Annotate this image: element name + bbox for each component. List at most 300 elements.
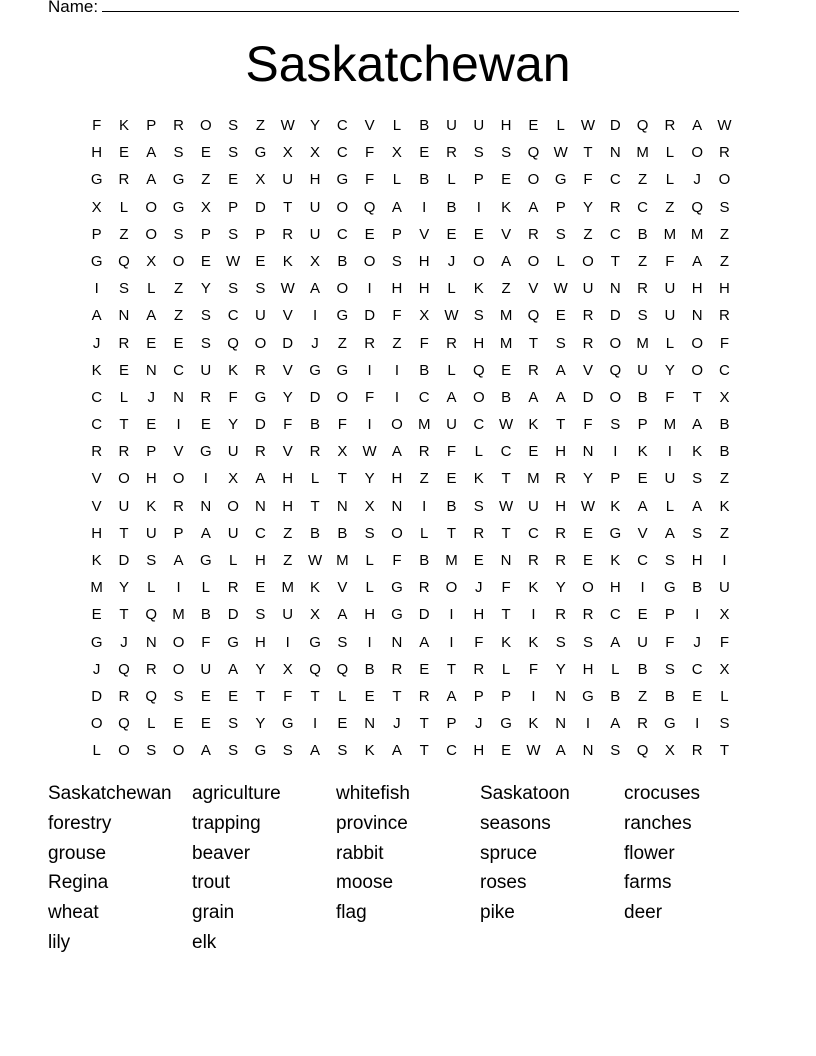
grid-letter[interactable]: K	[364, 742, 375, 760]
grid-letter[interactable]: F	[474, 633, 484, 651]
grid-letter[interactable]: A	[173, 552, 184, 569]
grid-letter[interactable]: C	[609, 171, 621, 189]
grid-letter[interactable]: A	[555, 742, 566, 760]
grid-letter[interactable]: S	[555, 334, 566, 352]
grid-letter[interactable]: S	[692, 524, 703, 542]
grid-letter[interactable]: P	[91, 225, 102, 243]
grid-letter[interactable]: R	[637, 280, 648, 298]
grid-letter[interactable]: N	[582, 742, 594, 760]
grid-letter[interactable]: E	[501, 171, 512, 189]
grid-letter[interactable]: H	[309, 171, 321, 189]
grid-letter[interactable]: U	[664, 470, 676, 488]
grid-letter[interactable]: T	[556, 416, 566, 434]
grid-letter[interactable]: W	[499, 416, 514, 434]
grid-letter[interactable]: W	[580, 497, 596, 515]
grid-letter[interactable]: M	[663, 225, 677, 243]
grid-letter[interactable]: X	[310, 606, 321, 624]
grid-letter[interactable]: R	[118, 443, 130, 461]
grid-letter[interactable]: O	[445, 579, 458, 597]
grid-letter[interactable]: N	[582, 443, 594, 461]
grid-letter[interactable]: E	[364, 687, 375, 705]
grid-letter[interactable]: S	[473, 144, 484, 162]
grid-letter[interactable]: T	[446, 660, 457, 678]
grid-letter[interactable]: X	[664, 742, 675, 760]
grid-letter[interactable]: H	[691, 552, 703, 569]
grid-letter[interactable]: E	[555, 307, 566, 325]
grid-letter[interactable]: Z	[665, 198, 675, 216]
grid-letter[interactable]: R	[719, 307, 730, 325]
grid-letter[interactable]: U	[527, 497, 539, 515]
grid-letter[interactable]: A	[555, 361, 566, 379]
grid-letter[interactable]: B	[419, 552, 430, 569]
grid-letter[interactable]: X	[310, 144, 321, 162]
grid-letter[interactable]: L	[392, 117, 402, 134]
grid-letter[interactable]: O	[172, 633, 185, 651]
grid-letter[interactable]: I	[722, 552, 727, 569]
grid-letter[interactable]: L	[474, 443, 483, 461]
grid-letter[interactable]: S	[555, 225, 566, 243]
grid-letter[interactable]: Q	[227, 334, 239, 352]
grid-letter[interactable]: E	[637, 606, 648, 624]
grid-letter[interactable]: R	[91, 443, 103, 461]
grid-letter[interactable]: R	[637, 715, 648, 733]
grid-letter[interactable]: C	[91, 388, 103, 406]
grid-letter[interactable]: J	[92, 660, 101, 678]
grid-letter[interactable]: W	[226, 252, 241, 270]
grid-letter[interactable]: N	[391, 633, 403, 651]
grid-letter[interactable]: Y	[228, 416, 239, 434]
grid-letter[interactable]: N	[364, 715, 376, 733]
grid-letter[interactable]: R	[364, 334, 376, 352]
grid-letter[interactable]: D	[282, 334, 294, 352]
grid-letter[interactable]: K	[91, 361, 102, 379]
grid-letter[interactable]: K	[501, 633, 512, 651]
grid-letter[interactable]: G	[391, 579, 403, 597]
grid-letter[interactable]: A	[91, 307, 102, 325]
grid-letter[interactable]: I	[176, 579, 181, 597]
grid-letter[interactable]: H	[391, 280, 403, 298]
grid-letter[interactable]: G	[309, 633, 321, 651]
grid-letter[interactable]: Q	[118, 252, 130, 270]
grid-letter[interactable]: Q	[636, 742, 649, 760]
grid-letter[interactable]: R	[582, 606, 594, 624]
grid-letter[interactable]: C	[336, 225, 348, 243]
grid-letter[interactable]: Q	[472, 361, 485, 379]
grid-letter[interactable]: H	[255, 633, 266, 651]
grid-letter[interactable]: R	[691, 742, 703, 760]
grid-letter[interactable]: Q	[118, 660, 130, 678]
grid-letter[interactable]: K	[692, 443, 703, 461]
grid-letter[interactable]: E	[364, 225, 375, 243]
grid-letter[interactable]: K	[473, 470, 484, 488]
grid-letter[interactable]: P	[664, 606, 675, 624]
grid-letter[interactable]: J	[693, 171, 701, 189]
grid-letter[interactable]: L	[119, 388, 129, 406]
grid-letter[interactable]: E	[200, 416, 211, 434]
grid-letter[interactable]: C	[446, 742, 457, 760]
grid-letter[interactable]: U	[637, 633, 648, 651]
grid-letter[interactable]: C	[336, 117, 348, 134]
grid-letter[interactable]: Q	[691, 198, 704, 216]
grid-letter[interactable]: G	[500, 715, 512, 733]
grid-letter[interactable]: G	[90, 252, 103, 270]
grid-letter[interactable]: D	[91, 687, 103, 705]
grid-letter[interactable]: T	[392, 687, 402, 705]
grid-letter[interactable]: O	[391, 524, 403, 542]
grid-letter[interactable]: V	[364, 117, 375, 134]
grid-letter[interactable]: L	[201, 579, 210, 597]
grid-letter[interactable]: X	[364, 497, 375, 515]
grid-letter[interactable]: G	[90, 633, 103, 651]
grid-letter[interactable]: A	[501, 252, 512, 270]
grid-letter[interactable]: R	[391, 660, 403, 678]
grid-letter[interactable]: M	[281, 579, 294, 597]
grid-letter[interactable]: D	[582, 388, 594, 406]
grid-letter[interactable]: Q	[527, 144, 540, 162]
grid-letter[interactable]: L	[611, 660, 620, 678]
grid-letter[interactable]: R	[664, 117, 676, 134]
grid-letter[interactable]: Y	[118, 579, 129, 597]
grid-letter[interactable]: K	[91, 552, 102, 569]
grid-letter[interactable]: X	[719, 606, 730, 624]
grid-letter[interactable]: R	[473, 660, 485, 678]
grid-letter[interactable]: R	[555, 470, 567, 488]
grid-letter[interactable]: I	[367, 361, 372, 379]
grid-letter[interactable]: F	[583, 171, 593, 189]
grid-letter[interactable]: S	[228, 715, 239, 733]
grid-letter[interactable]: F	[719, 633, 730, 651]
grid-letter[interactable]: C	[609, 606, 621, 624]
grid-letter[interactable]: T	[583, 144, 593, 162]
grid-letter[interactable]: G	[336, 171, 349, 189]
grid-letter[interactable]: S	[610, 416, 621, 434]
grid-letter[interactable]: B	[637, 388, 648, 406]
grid-letter[interactable]: E	[118, 361, 129, 379]
grid-letter[interactable]: G	[254, 742, 267, 760]
grid-letter[interactable]: M	[336, 552, 349, 569]
grid-letter[interactable]: J	[147, 388, 155, 406]
grid-letter[interactable]: P	[146, 117, 157, 134]
grid-letter[interactable]: L	[228, 552, 238, 569]
grid-letter[interactable]: X	[146, 252, 157, 270]
grid-letter[interactable]: M	[499, 334, 513, 352]
grid-letter[interactable]: P	[146, 443, 157, 461]
grid-letter[interactable]: K	[310, 579, 321, 597]
grid-letter[interactable]: X	[391, 144, 402, 162]
grid-letter[interactable]: T	[419, 742, 429, 760]
grid-letter[interactable]: E	[582, 524, 593, 542]
grid-letter[interactable]: O	[172, 470, 185, 488]
grid-letter[interactable]: F	[501, 579, 511, 597]
grid-letter[interactable]: E	[528, 117, 539, 134]
grid-letter[interactable]: W	[499, 497, 514, 515]
grid-letter[interactable]: H	[282, 470, 294, 488]
grid-letter[interactable]: I	[367, 280, 372, 298]
grid-letter[interactable]: T	[719, 742, 730, 760]
grid-letter[interactable]: C	[91, 416, 103, 434]
grid-letter[interactable]: Y	[282, 388, 293, 406]
grid-letter[interactable]: P	[200, 225, 211, 243]
grid-letter[interactable]: U	[282, 606, 294, 624]
grid-letter[interactable]: L	[392, 171, 402, 189]
grid-letter[interactable]: V	[282, 307, 293, 325]
grid-letter[interactable]: R	[555, 606, 567, 624]
grid-letter[interactable]: Q	[363, 198, 376, 216]
grid-letter[interactable]: Z	[638, 171, 648, 189]
grid-letter[interactable]: R	[719, 144, 730, 162]
grid-letter[interactable]: S	[228, 144, 239, 162]
grid-letter[interactable]: U	[473, 117, 485, 134]
grid-letter[interactable]: X	[419, 307, 430, 325]
grid-letter[interactable]: R	[473, 524, 485, 542]
grid-letter[interactable]: L	[447, 280, 456, 298]
grid-letter[interactable]: F	[665, 252, 675, 270]
grid-letter[interactable]: V	[282, 361, 293, 379]
grid-letter[interactable]: S	[337, 742, 348, 760]
grid-letter[interactable]: G	[336, 361, 349, 379]
grid-letter[interactable]: O	[118, 742, 130, 760]
grid-letter[interactable]: Z	[719, 225, 730, 243]
grid-letter[interactable]: Y	[200, 280, 211, 298]
grid-letter[interactable]: A	[391, 443, 402, 461]
grid-letter[interactable]: E	[473, 552, 484, 569]
grid-letter[interactable]: I	[203, 470, 208, 488]
grid-letter[interactable]: Z	[255, 117, 266, 134]
grid-letter[interactable]: B	[200, 606, 211, 624]
grid-letter[interactable]: B	[419, 171, 430, 189]
grid-letter[interactable]: O	[582, 579, 594, 597]
grid-letter[interactable]: B	[310, 416, 321, 434]
grid-letter[interactable]: S	[255, 280, 266, 298]
grid-letter[interactable]: A	[692, 497, 703, 515]
grid-letter[interactable]: R	[255, 443, 266, 461]
grid-letter[interactable]: E	[200, 144, 211, 162]
grid-letter[interactable]: R	[446, 334, 457, 352]
grid-letter[interactable]: G	[172, 171, 185, 189]
grid-letter[interactable]: U	[719, 579, 730, 597]
grid-letter[interactable]: I	[695, 715, 700, 733]
grid-letter[interactable]: H	[282, 497, 294, 515]
grid-letter[interactable]: I	[312, 715, 318, 733]
grid-letter[interactable]: P	[228, 198, 239, 216]
grid-letter[interactable]: K	[501, 198, 512, 216]
grid-letter[interactable]: S	[173, 225, 184, 243]
grid-letter[interactable]: Z	[173, 280, 184, 298]
grid-letter[interactable]: B	[719, 443, 730, 461]
grid-letter[interactable]: J	[447, 252, 456, 270]
grid-letter[interactable]: W	[717, 117, 732, 134]
grid-letter[interactable]: Q	[118, 715, 130, 733]
grid-letter[interactable]: S	[637, 307, 648, 325]
grid-letter[interactable]: L	[665, 144, 675, 162]
grid-letter[interactable]: E	[91, 606, 102, 624]
grid-letter[interactable]: A	[228, 660, 239, 678]
grid-letter[interactable]: F	[337, 416, 347, 434]
grid-letter[interactable]: X	[337, 443, 348, 461]
grid-letter[interactable]: L	[420, 524, 429, 542]
grid-letter[interactable]: V	[337, 579, 348, 597]
grid-letter[interactable]: Y	[555, 579, 566, 597]
grid-letter[interactable]: U	[446, 416, 457, 434]
grid-letter[interactable]: K	[228, 361, 239, 379]
grid-letter[interactable]: Q	[145, 606, 158, 624]
grid-letter[interactable]: N	[255, 497, 266, 515]
grid-letter[interactable]: R	[446, 144, 457, 162]
grid-letter[interactable]: G	[254, 388, 267, 406]
grid-letter[interactable]: A	[555, 388, 566, 406]
grid-letter[interactable]: E	[228, 687, 239, 705]
grid-letter[interactable]: L	[119, 198, 129, 216]
grid-letter[interactable]: G	[664, 579, 676, 597]
grid-letter[interactable]: D	[118, 552, 130, 569]
grid-letter[interactable]: U	[309, 198, 321, 216]
grid-letter[interactable]: F	[201, 633, 211, 651]
grid-letter[interactable]: E	[173, 715, 184, 733]
grid-letter[interactable]: T	[692, 388, 702, 406]
grid-letter[interactable]: P	[473, 171, 484, 189]
grid-letter[interactable]: T	[501, 606, 511, 624]
grid-letter[interactable]: G	[664, 715, 676, 733]
grid-letter[interactable]: E	[582, 552, 593, 569]
grid-letter[interactable]: S	[473, 497, 484, 515]
grid-letter[interactable]: Z	[501, 280, 511, 298]
grid-letter[interactable]: C	[418, 388, 430, 406]
grid-letter[interactable]: O	[582, 252, 594, 270]
grid-letter[interactable]: S	[473, 307, 484, 325]
grid-letter[interactable]: R	[609, 198, 621, 216]
grid-letter[interactable]: C	[637, 198, 648, 216]
grid-letter[interactable]: L	[147, 715, 156, 733]
grid-letter[interactable]: O	[609, 334, 622, 352]
grid-letter[interactable]: T	[119, 524, 129, 542]
grid-letter[interactable]: K	[473, 280, 484, 298]
grid-letter[interactable]: S	[173, 144, 184, 162]
grid-letter[interactable]: P	[391, 225, 402, 243]
grid-letter[interactable]: B	[610, 687, 621, 705]
grid-letter[interactable]: Z	[283, 524, 293, 542]
grid-letter[interactable]: E	[419, 660, 430, 678]
grid-letter[interactable]: H	[255, 552, 266, 569]
grid-letter[interactable]: E	[173, 334, 184, 352]
grid-letter[interactable]: L	[310, 470, 320, 488]
grid-letter[interactable]: H	[91, 144, 103, 162]
grid-letter[interactable]: T	[501, 524, 511, 542]
grid-letter[interactable]: Q	[527, 307, 540, 325]
grid-letter[interactable]: B	[501, 388, 512, 406]
grid-letter[interactable]: I	[394, 361, 399, 379]
grid-letter[interactable]: F	[365, 388, 375, 406]
grid-letter[interactable]: O	[336, 280, 349, 298]
grid-letter[interactable]: D	[609, 307, 621, 325]
grid-letter[interactable]: R	[118, 687, 130, 705]
grid-letter[interactable]: U	[309, 225, 321, 243]
grid-letter[interactable]: V	[582, 361, 593, 379]
grid-letter[interactable]: F	[392, 307, 402, 325]
grid-letter[interactable]: Z	[719, 252, 730, 270]
grid-letter[interactable]: O	[200, 117, 212, 134]
grid-letter[interactable]: M	[636, 144, 649, 162]
grid-letter[interactable]: M	[690, 225, 704, 243]
grid-letter[interactable]: O	[172, 252, 185, 270]
grid-letter[interactable]: V	[91, 470, 102, 488]
grid-letter[interactable]: D	[227, 606, 239, 624]
grid-letter[interactable]: X	[255, 171, 266, 189]
grid-letter[interactable]: A	[391, 742, 402, 760]
grid-letter[interactable]: E	[200, 252, 211, 270]
grid-letter[interactable]: S	[200, 334, 211, 352]
grid-letter[interactable]: M	[90, 579, 103, 597]
grid-letter[interactable]: A	[446, 388, 457, 406]
grid-letter[interactable]: C	[691, 660, 703, 678]
grid-letter[interactable]: L	[501, 660, 511, 678]
grid-letter[interactable]: N	[145, 633, 157, 651]
grid-letter[interactable]: L	[665, 497, 675, 515]
grid-letter[interactable]: R	[418, 579, 430, 597]
grid-letter[interactable]: R	[145, 660, 157, 678]
grid-letter[interactable]: L	[665, 334, 675, 352]
grid-letter[interactable]: D	[364, 307, 376, 325]
grid-letter[interactable]: M	[663, 416, 677, 434]
grid-letter[interactable]: R	[582, 334, 594, 352]
grid-letter[interactable]: Z	[719, 524, 730, 542]
grid-letter[interactable]: H	[555, 443, 567, 461]
grid-letter[interactable]: A	[310, 742, 321, 760]
grid-letter[interactable]: H	[555, 497, 567, 515]
grid-letter[interactable]: I	[449, 606, 454, 624]
grid-letter[interactable]: G	[200, 443, 212, 461]
grid-letter[interactable]: X	[91, 198, 102, 216]
grid-letter[interactable]: D	[255, 416, 266, 434]
grid-letter[interactable]: E	[200, 687, 211, 705]
grid-letter[interactable]: Y	[582, 198, 593, 216]
grid-letter[interactable]: S	[146, 742, 157, 760]
grid-letter[interactable]: G	[582, 687, 594, 705]
grid-letter[interactable]: D	[418, 606, 430, 624]
grid-letter[interactable]: E	[501, 361, 512, 379]
grid-letter[interactable]: S	[664, 552, 675, 569]
grid-letter[interactable]: C	[473, 416, 485, 434]
grid-letter[interactable]: U	[227, 524, 239, 542]
grid-letter[interactable]: R	[555, 552, 567, 569]
grid-letter[interactable]: O	[609, 388, 622, 406]
grid-letter[interactable]: N	[118, 307, 130, 325]
grid-letter[interactable]: I	[285, 633, 290, 651]
grid-letter[interactable]: F	[665, 633, 675, 651]
grid-letter[interactable]: Y	[310, 117, 321, 134]
grid-letter[interactable]: Y	[664, 361, 675, 379]
grid-letter[interactable]: A	[146, 144, 157, 162]
grid-letter[interactable]: G	[227, 633, 239, 651]
grid-letter[interactable]: G	[554, 171, 567, 189]
grid-letter[interactable]: W	[553, 144, 568, 162]
grid-letter[interactable]: S	[118, 280, 129, 298]
grid-letter[interactable]: A	[146, 307, 157, 325]
grid-letter[interactable]: C	[527, 524, 539, 542]
name-underline[interactable]	[102, 0, 739, 12]
grid-letter[interactable]: S	[364, 524, 375, 542]
grid-letter[interactable]: H	[473, 742, 485, 760]
grid-letter[interactable]: N	[609, 280, 621, 298]
grid-letter[interactable]: J	[475, 579, 483, 597]
grid-letter[interactable]: G	[391, 606, 403, 624]
grid-letter[interactable]: Y	[255, 715, 266, 733]
grid-letter[interactable]: N	[200, 497, 212, 515]
grid-letter[interactable]: S	[692, 470, 703, 488]
grid-letter[interactable]: C	[719, 361, 730, 379]
grid-letter[interactable]: O	[691, 144, 704, 162]
grid-letter[interactable]: E	[118, 144, 129, 162]
grid-letter[interactable]: R	[227, 579, 239, 597]
